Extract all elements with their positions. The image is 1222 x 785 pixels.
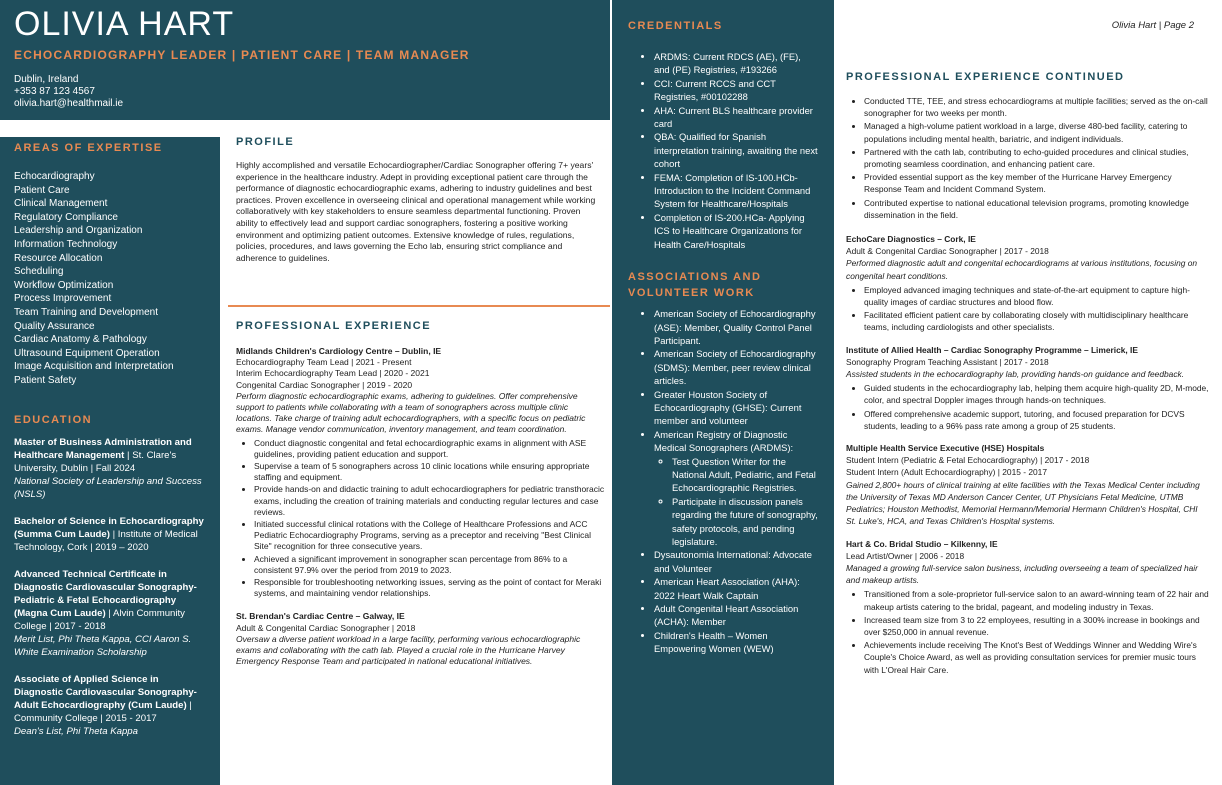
- list-item: Information Technology: [14, 238, 118, 250]
- list-item: • Achieved a significant improvement in sonographer scan percentage from 86% to a consistent 97.9% over the period from 2019 to 2023.: [254, 554, 606, 576]
- list-item: • Contributed expertise to national educational television programs, promoting knowledge dissemination in the field.: [864, 197, 1210, 221]
- job-entry-continued: [846, 95, 1210, 221]
- education-entry: [14, 673, 206, 738]
- employer: Institute of Allied Health – Cardiac Sonography Programme – Limerick, IE: [846, 344, 1138, 355]
- list-item: Process Improvement: [14, 293, 112, 305]
- list-item: Workflow Optimization: [14, 279, 114, 291]
- list-item: • Completion of IS-200.HCa- Applying ICS to Healthcare Organizations for Health Care/Hospitals: [654, 211, 818, 251]
- list-item: • Children's Health – Women Empowering Women (WEW): [654, 629, 818, 656]
- degree: Bachelor of Science in Echocardiography (Summa Cum Laude): [14, 515, 204, 540]
- list-item: • Provide hands-on and didactic training to adult echocardiographers for pediatric transthoracic exams, including the creation of training materials and conducting regular lectures and case reviews.: [254, 484, 606, 518]
- list-item: • QBA: Qualified for Spanish interpretation training, awaiting the next cohort: [654, 130, 818, 170]
- employer: Midlands Children's Cardiology Centre – Dublin, IE: [236, 346, 442, 356]
- associations-heading: ASSOCIATIONS AND VOLUNTEER WORK: [628, 271, 762, 300]
- list-item: • Facilitated efficient patient care by collaborating closely with multidisciplinary healthcare teams, including cardiologists and other specialists.: [864, 309, 1210, 333]
- degree: Associate of Applied Science in Diagnostic Cardiovascular Sonography- Adult Echocardiography (Cum Laude): [14, 673, 197, 711]
- left-sidebar: [0, 137, 220, 785]
- list-item: • Increased team size from 3 to 22 employees, resulting in a 300% increase in bookings and over $250,000 in annual revenue.: [864, 614, 1210, 638]
- headline: ECHOCARDIOGRAPHY LEADER | PATIENT CARE | TEAM MANAGER: [14, 48, 470, 62]
- experience-heading: PROFESSIONAL EXPERIENCE: [236, 320, 432, 332]
- page2-main: [836, 0, 1222, 785]
- associations-list-continued: [628, 548, 818, 655]
- resume-header: [0, 0, 610, 120]
- degree-detail: | Alvin Community College | 2017 - 2018: [14, 607, 185, 632]
- role: Congenital Cardiac Sonographer | 2019 - 2020: [236, 379, 413, 390]
- list-item: Leadership and Organization: [14, 225, 143, 237]
- employer: Multiple Health Service Executive (HSE) Hospitals: [846, 443, 1045, 454]
- list-item: • American Society of Echocardiography (ASE): Member, Quality Control Panel Participant.: [654, 307, 818, 347]
- role: Student Intern (Pediatric & Fetal Echocardiography) | 2017 - 2018: [846, 455, 1090, 466]
- list-item: • FEMA: Completion of IS-100.HCb- Introduction to the Incident Command System for Healthcare/Hospitals: [654, 171, 818, 211]
- list-item: • Guided students in the echocardiography lab, helping them acquire high-quality 2D, M-mode, color, and spectral Doppler images through hands-on techniques.: [864, 382, 1210, 406]
- expertise-heading: AREAS OF EXPERTISE: [14, 142, 163, 154]
- honors: Merit List, Phi Theta Kappa, CCI Aaron S. White Examination Scholarship: [14, 633, 192, 658]
- honors: Dean's List, Phi Theta Kappa: [14, 725, 138, 737]
- list-item: Patient Care: [14, 184, 70, 196]
- education-heading: EDUCATION: [14, 413, 93, 426]
- associations-sublist: [628, 455, 818, 549]
- profile-heading: PROFILE: [236, 136, 295, 148]
- list-item: • ARDMS: Current RDCS (AE), (FE), and (PE) Registries, #193266: [654, 50, 818, 77]
- job-summary: Assisted students in the echocardiography lab, providing hands-on guidance and feedback.: [846, 369, 1185, 380]
- education-entry: [14, 568, 206, 659]
- degree-detail: | St. Clare's University, Dublin | Fall 2024: [14, 449, 177, 474]
- list-item: • Conducted TTE, TEE, and stress echocardiograms at multiple facilities; served as the on-call sonographer for two weeks per month.: [864, 95, 1210, 119]
- education-entry: [14, 515, 206, 554]
- expertise-list: [14, 170, 206, 388]
- list-item: • Initiated successful clinical rotations with the College of Healthcare Professions and ACC Pediatric Echocardiography Programs, serving as a preceptor and receiving "Best Clinical Site" recognition for three consecutive years.: [254, 519, 606, 553]
- job-summary: Perform diagnostic echocardiographic exams, adhering to guidelines. Offer comprehensive support to patients while collaborating with a team of sonographers across multiple clinic locations. Take charge of training adult echocardiographers, with a specific focus on pediatric exams. Manage vendor communication, inventory management, and team coordination.: [236, 390, 586, 435]
- list-item: Resource Allocation: [14, 252, 103, 264]
- job-bullets: [236, 438, 606, 600]
- phone: +353 87 123 4567: [14, 86, 95, 97]
- role: Echocardiography Team Lead | 2021 - Present: [236, 357, 412, 368]
- list-item: • American Heart Association (AHA): 2022 Heart Walk Captain: [654, 575, 818, 602]
- list-item: • Dysautonomia International: Advocate and Volunteer: [654, 548, 818, 575]
- job-summary: Oversaw a diverse patient workload in a large facility, performing various echocardiographic exams and collaborating with the cath lab. Played a crucial role in the Hurricane Harvey Emergency Response Team and participated in national educational initiatives.: [236, 633, 581, 667]
- list-item: Patient Safety: [14, 374, 77, 386]
- job-entry: [846, 233, 1210, 334]
- job-summary: Performed diagnostic adult and congenital echocardiograms at various institutions, focusing on congenital heart conditions.: [846, 258, 1198, 281]
- employer: St. Brendan's Cardiac Centre – Galway, IE: [236, 611, 405, 622]
- list-item: Scheduling: [14, 266, 64, 278]
- job-bullets: [846, 588, 1210, 675]
- credentials-list: [628, 50, 818, 251]
- profile-section: [222, 130, 610, 264]
- list-item: • Partnered with the cath lab, contributing to echo-guided procedures and clinical studies, promoting seamless coordination, and enhancing patient care.: [864, 146, 1210, 170]
- list-item: ◦ Test Question Writer for the National Adult, Pediatric, and Fetal Echocardiographic Registries.: [672, 455, 818, 495]
- list-item: • Offered comprehensive academic support, tutoring, and focused preparation for DCVS students, leading to a 96% pass rate among a group of 25 students.: [864, 408, 1210, 432]
- list-item: • AHA: Current BLS healthcare provider card: [654, 104, 818, 131]
- job-bullets: [846, 284, 1210, 334]
- list-item: • Provided essential support as the key member of the Hurricane Harvey Emergency Response Team and Incident Command System.: [864, 171, 1210, 195]
- experience-continued-heading: PROFESSIONAL EXPERIENCE CONTINUED: [846, 71, 1125, 83]
- job-entry: [846, 344, 1210, 432]
- list-item: • Transitioned from a sole-proprietor full-service salon to an award-winning team of 22 hair and makeup artists catering to the bridal, pageant, and modeling industry in Texas.: [864, 588, 1210, 612]
- role: Adult & Congenital Cardiac Sonographer | 2017 - 2018: [846, 246, 1049, 257]
- list-item: Clinical Management: [14, 198, 108, 210]
- employer: Hart & Co. Bridal Studio – Kilkenny, IE: [846, 538, 998, 549]
- role: Sonography Program Teaching Assistant | 2017 - 2018: [846, 356, 1049, 367]
- list-item: • American Society of Echocardiography (SDMS): Member, peer review clinical articles.: [654, 347, 818, 387]
- list-item: • American Registry of Diagnostic Medical Sonographers (ARDMS):: [654, 428, 818, 455]
- list-item: Team Training and Development: [14, 306, 158, 318]
- list-item: • Achievements include receiving The Knot's Best of Weddings Winner and Wedding Wire's Couple's Choice Award, as well as providing consultation services for premier music tours with L'Oreal Hair Care.: [864, 639, 1210, 676]
- list-item: • CCI: Current RCCS and CCT Registries, #00102288: [654, 77, 818, 104]
- divider: [228, 305, 610, 307]
- honors: National Society of Leadership and Success (NSLS): [14, 475, 202, 500]
- degree: Master of Business Administration and Healthcare Management: [14, 436, 192, 461]
- page-label: Olivia Hart | Page 2: [1111, 20, 1194, 31]
- list-item: Ultrasound Equipment Operation: [14, 347, 160, 359]
- job-entry: [846, 442, 1210, 527]
- profile-text: Highly accomplished and versatile Echocardiographer/Cardiac Sonographer offering 7+ years' experience in the healthcare industry. Adept in providing exceptional patient care through the performance of diagnostic echocardiographic exams, adhering to industry guidelines and best practices. Proven excellence in overseeing clinical and operational management while working collaboratively with key stakeholders to ensure seamless departmental functioning. Proven ability to effectively lead and support cardiac sonographers, fostering a positive working environment and optimizing patient outcomes. Extensive knowledge of rules, regulations, policies, procedures, and laws governing the Echo lab, ensuring strict compliance and adherence to guidelines.: [236, 160, 596, 263]
- education-entry: [14, 436, 206, 501]
- job-entry: [846, 538, 1210, 676]
- list-item: Echocardiography: [14, 171, 95, 182]
- role: Adult & Congenital Cardiac Sonographer | 2018: [236, 622, 416, 633]
- associations-list: [628, 307, 818, 454]
- role: Student Intern (Adult Echocardiography) | 2015 - 2017: [846, 467, 1047, 478]
- job-bullets: [846, 382, 1210, 432]
- list-item: • Employed advanced imaging techniques and state-of-the-art equipment to capture high-quality images of cardiac structures and blood flow.: [864, 284, 1210, 308]
- employer: EchoCare Diagnostics – Cork, IE: [846, 234, 976, 245]
- candidate-name: OLIVIA HART: [14, 5, 235, 43]
- list-item: Quality Assurance: [14, 320, 95, 332]
- role: Interim Echocardiography Team Lead | 2020 - 2021: [236, 368, 430, 379]
- list-item: Regulatory Compliance: [14, 211, 118, 223]
- degree: Advanced Technical Certificate in Diagnostic Cardiovascular Sonography- Pediatric & Fetal Echocardiography (Magna Cum Laude): [14, 568, 197, 619]
- list-item: • Greater Houston Society of Echocardiography (GHSE): Current member and volunteer: [654, 388, 818, 428]
- job-summary: Managed a growing full-service salon business, including overseeing a team of specialized hair and makeup artists.: [846, 562, 1198, 586]
- list-item: • Supervise a team of 5 sonographers across 10 clinic locations while ensuring appropriate staffing and equipment.: [254, 461, 606, 483]
- degree-detail: | Institute of Medical Technology, Cork | 2019 – 2020: [14, 528, 198, 553]
- list-item: Cardiac Anatomy & Pathology: [14, 334, 147, 346]
- job-summary: Gained 2,800+ hours of clinical training at elite facilities with the Texas Medical Center including the University of Texas MD Anderson Cancer Center, UT Physicians Fetal Medicine, UTMB Pediatrics; Houston Methodist, Memorial Hermann/Memorial Hermann Children's Hospital, CHI St. Luke's, HCA, and Texas Children's Hospital systems.: [846, 479, 1200, 527]
- job-bullets: [846, 95, 1210, 221]
- list-item: • Conduct diagnostic congenital and fetal echocardiographic exams in alignment with ASE guidelines, providing patient education and support.: [254, 438, 606, 460]
- list-item: • Managed a high-volume patient workload in a large, diverse 480-bed facility, catering to populations including mental health, bariatric, and indigent individuals.: [864, 120, 1210, 144]
- degree-detail: | Community College | 2015 - 2017: [14, 699, 192, 724]
- list-item: Image Acquisition and Interpretation: [14, 361, 174, 373]
- page2-sidebar: [612, 0, 834, 785]
- job-entry: [236, 611, 606, 667]
- contact-block: [14, 74, 596, 110]
- list-item: • Adult Congenital Heart Association (ACHA): Member: [654, 602, 818, 629]
- list-item: • Responsible for troubleshooting networking issues, serving as the point of contact for Meraki systems, and maintaining vendor relationships.: [254, 577, 606, 599]
- email: olivia.hart@healthmail.ie: [14, 98, 124, 109]
- list-item: ◦ Participate in discussion panels regarding the future of sonography, safety protocols, and pending legislature.: [672, 495, 818, 549]
- job-entry: [236, 346, 606, 599]
- experience-section: [236, 320, 606, 667]
- credentials-heading: CREDENTIALS: [628, 20, 723, 32]
- role: Lead Artist/Owner | 2006 - 2018: [846, 550, 965, 561]
- location: Dublin, Ireland: [14, 74, 79, 85]
